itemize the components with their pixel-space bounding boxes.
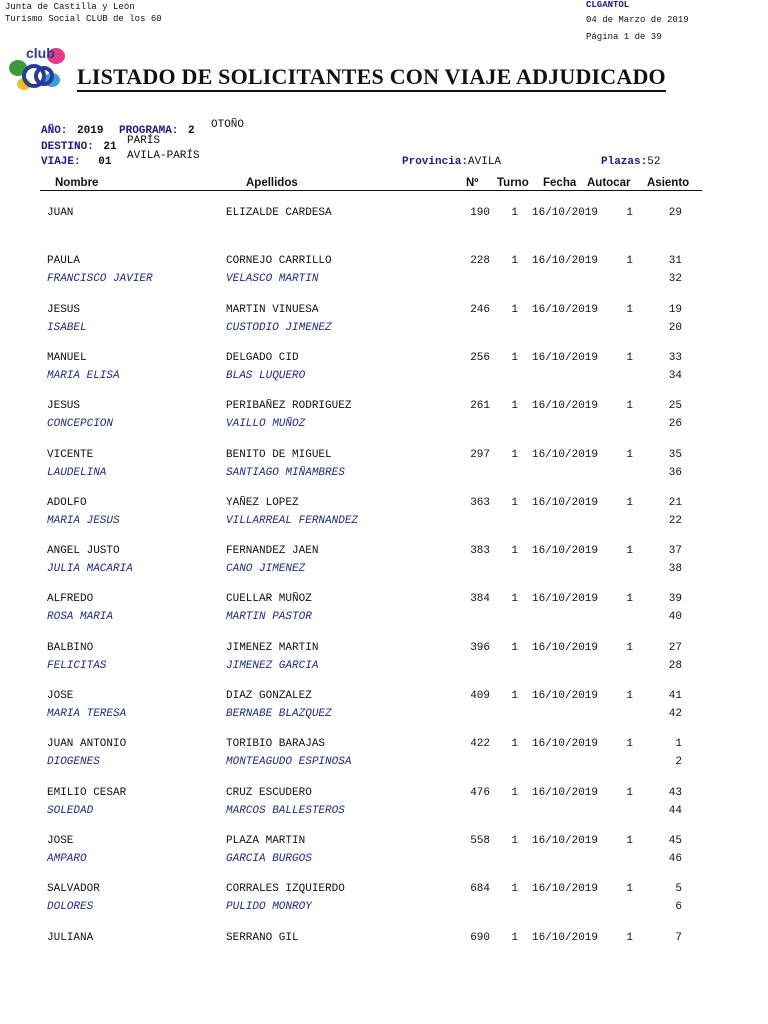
cell-numero: 256	[470, 351, 490, 364]
cell-nombre: ADOLFO	[47, 496, 87, 509]
cell-asiento: 1	[675, 738, 682, 751]
org-line-1: Junta de Castilla y León	[5, 2, 135, 12]
cell-turno: 1	[511, 786, 518, 799]
programa-name: OTOÑO	[211, 119, 245, 131]
cell-comp-apellidos: JIMENEZ GARCIA	[226, 659, 319, 672]
cell-comp-apellidos: PULIDO MONROY	[226, 901, 312, 914]
cell-turno: 1	[511, 303, 518, 316]
cell-nombre: JESUS	[47, 400, 81, 413]
cell-autocar: 1	[626, 545, 633, 558]
cell-autocar: 1	[626, 834, 633, 847]
cell-turno: 1	[511, 593, 518, 606]
cell-comp-asiento: 40	[668, 611, 682, 624]
cell-comp-nombre: DIOGENES	[47, 756, 100, 769]
cell-comp-apellidos: MONTEAGUDO ESPINOSA	[226, 756, 352, 769]
cell-comp-asiento: 28	[668, 659, 682, 672]
cell-comp-apellidos: CUSTODIO JIMENEZ	[226, 321, 332, 334]
cell-turno: 1	[511, 931, 518, 944]
cell-apellidos: SERRANO GIL	[226, 931, 299, 944]
cell-fecha: 16/10/2019	[532, 448, 599, 461]
cell-nombre: ANGEL JUSTO	[47, 545, 120, 558]
cell-autocar: 1	[626, 593, 633, 606]
cell-nombre: JUAN	[47, 207, 74, 219]
col-nombre: Nombre	[55, 177, 99, 189]
cell-numero: 228	[470, 255, 490, 268]
cell-turno: 1	[511, 690, 518, 702]
cell-comp-apellidos: BLAS LUQUERO	[226, 369, 306, 382]
cell-asiento: 7	[675, 931, 682, 944]
cell-autocar: 1	[626, 786, 633, 799]
cell-fecha: 16/10/2019	[532, 400, 599, 413]
cell-comp-apellidos: MARTIN PASTOR	[226, 611, 312, 624]
cell-turno: 1	[511, 207, 518, 219]
cell-fecha: 16/10/2019	[532, 883, 599, 896]
cell-asiento: 5	[675, 883, 682, 896]
cell-asiento: 33	[668, 351, 682, 364]
viaje-field	[41, 151, 111, 169]
report-date: 04 de Marzo de 2019	[586, 15, 689, 25]
cell-fecha: 16/10/2019	[532, 351, 599, 364]
cell-nombre: BALBINO	[47, 641, 94, 654]
cell-comp-apellidos: BERNABE BLAZQUEZ	[226, 708, 332, 720]
page-indicator: Página 1 de 39	[586, 32, 662, 42]
cell-comp-apellidos: SANTIAGO MIÑAMBRES	[226, 466, 345, 479]
cell-autocar: 1	[626, 496, 633, 509]
cell-apellidos: CRUZ ESCUDERO	[226, 786, 312, 799]
cell-comp-asiento: 26	[668, 418, 682, 431]
cell-comp-asiento: 46	[668, 852, 682, 865]
cell-comp-apellidos: VILLARREAL FERNANDEZ	[226, 514, 359, 527]
page-title: LISTADO DE SOLICITANTES CON VIAJE ADJUDICADO	[77, 64, 666, 92]
cell-asiento: 35	[668, 448, 682, 461]
cell-fecha: 16/10/2019	[532, 255, 599, 268]
cell-nombre: JUAN ANTONIO	[47, 738, 127, 751]
col-autocar: Autocar	[587, 177, 631, 189]
cell-comp-asiento: 32	[668, 273, 682, 286]
destino-label: DESTINO:	[41, 141, 94, 153]
cell-comp-asiento: 20	[668, 321, 682, 334]
cell-numero: 190	[470, 207, 490, 219]
cell-comp-nombre: FELICITAS	[47, 659, 107, 672]
viaje-name: AVILA-PARÍS	[127, 150, 200, 162]
cell-comp-nombre: MARIA ELISA	[47, 369, 120, 382]
cell-asiento: 21	[668, 496, 682, 509]
cell-nombre: JULIANA	[47, 931, 94, 944]
cell-autocar: 1	[626, 400, 633, 413]
col-numero: Nº	[466, 177, 479, 189]
cell-comp-asiento: 38	[668, 563, 682, 576]
cell-comp-apellidos: VELASCO MARTIN	[226, 273, 319, 286]
cell-numero: 383	[470, 545, 490, 558]
cell-asiento: 39	[668, 593, 682, 606]
cell-nombre: JOSE	[47, 834, 74, 847]
destino-name: PARÍS	[127, 135, 161, 147]
cell-comp-asiento: 36	[668, 466, 682, 479]
plazas-value: 52	[647, 156, 661, 168]
col-fecha: Fecha	[543, 177, 577, 189]
cell-turno: 1	[511, 496, 518, 509]
cell-fecha: 16/10/2019	[532, 207, 599, 219]
cell-fecha: 16/10/2019	[532, 690, 599, 702]
cell-comp-asiento: 2	[675, 756, 682, 769]
cell-asiento: 45	[668, 834, 682, 847]
cell-turno: 1	[511, 448, 518, 461]
cell-numero: 384	[470, 593, 490, 606]
cell-fecha: 16/10/2019	[532, 545, 599, 558]
cell-autocar: 1	[626, 931, 633, 944]
cell-autocar: 1	[626, 351, 633, 364]
cell-comp-apellidos: CANO JIMENEZ	[226, 563, 306, 576]
cell-fecha: 16/10/2019	[532, 786, 599, 799]
cell-comp-nombre: FRANCISCO JAVIER	[47, 273, 153, 286]
plazas-field	[601, 151, 660, 169]
cell-fecha: 16/10/2019	[532, 738, 599, 751]
cell-apellidos: PERIBAÑEZ RODRIGUEZ	[226, 400, 352, 413]
cell-autocar: 1	[626, 690, 633, 702]
header-rule	[40, 190, 702, 191]
cell-comp-nombre: SOLEDAD	[47, 804, 94, 817]
col-asiento: Asiento	[647, 177, 690, 189]
cell-apellidos: PLAZA MARTIN	[226, 834, 306, 847]
cell-comp-asiento: 42	[668, 708, 682, 720]
cell-autocar: 1	[626, 641, 633, 654]
cell-apellidos: CORRALES IZQUIERDO	[226, 883, 345, 896]
cell-nombre: JOSE	[47, 690, 74, 702]
cell-nombre: SALVADOR	[47, 883, 100, 896]
cell-apellidos: CUELLAR MUÑOZ	[226, 593, 312, 606]
cell-turno: 1	[511, 400, 518, 413]
cell-comp-nombre: MARIA JESUS	[47, 514, 120, 527]
viaje-value: 01	[98, 156, 112, 168]
cell-comp-nombre: LAUDELINA	[47, 466, 107, 479]
cell-fecha: 16/10/2019	[532, 496, 599, 509]
cell-comp-nombre: ISABEL	[47, 321, 87, 334]
cell-fecha: 16/10/2019	[532, 303, 599, 316]
cell-asiento: 27	[668, 641, 682, 654]
cell-apellidos: CORNEJO CARRILLO	[226, 255, 332, 268]
programa-value: 2	[188, 125, 195, 137]
cell-asiento: 43	[668, 786, 682, 799]
cell-comp-apellidos: VAILLO MUÑOZ	[226, 418, 306, 431]
cell-turno: 1	[511, 351, 518, 364]
cell-comp-asiento: 6	[675, 901, 682, 914]
cell-numero: 396	[470, 641, 490, 654]
viaje-label: VIAJE:	[41, 156, 81, 168]
cell-turno: 1	[511, 883, 518, 896]
destino-value: 21	[103, 141, 117, 153]
provincia-label: Provincia:	[402, 156, 469, 168]
cell-numero: 558	[470, 834, 490, 847]
cell-comp-nombre: DOLORES	[47, 901, 94, 914]
cell-numero: 261	[470, 400, 490, 413]
cell-comp-nombre: ROSA MARIA	[47, 611, 114, 624]
cell-comp-nombre: MARIA TERESA	[47, 708, 127, 720]
cell-comp-asiento: 34	[668, 369, 682, 382]
col-apellidos: Apellidos	[246, 177, 298, 189]
cell-autocar: 1	[626, 883, 633, 896]
cell-turno: 1	[511, 834, 518, 847]
cell-nombre: EMILIO CESAR	[47, 786, 127, 799]
cell-apellidos: ELIZALDE CARDESA	[226, 207, 332, 219]
cell-comp-nombre: JULIA MACARIA	[47, 563, 133, 576]
cell-autocar: 1	[626, 255, 633, 268]
cell-comp-apellidos: GARCIA BURGOS	[226, 852, 312, 865]
cell-asiento: 41	[668, 690, 682, 702]
cell-nombre: PAULA	[47, 255, 81, 268]
club-60-logo	[6, 38, 70, 92]
org-line-2: Turismo Social CLUB de los 60	[5, 14, 162, 24]
cell-nombre: ALFREDO	[47, 593, 94, 606]
cell-apellidos: DELGADO CID	[226, 351, 299, 364]
cell-turno: 1	[511, 641, 518, 654]
cell-asiento: 29	[668, 207, 682, 219]
cell-apellidos: FERNANDEZ JAEN	[226, 545, 319, 558]
cell-apellidos: JIMENEZ MARTIN	[226, 641, 319, 654]
cell-comp-apellidos: MARCOS BALLESTEROS	[226, 804, 345, 817]
cell-apellidos: TORIBIO BARAJAS	[226, 738, 326, 751]
cell-numero: 409	[470, 690, 490, 702]
cell-asiento: 19	[668, 303, 682, 316]
cell-asiento: 37	[668, 545, 682, 558]
cell-turno: 1	[511, 255, 518, 268]
cell-asiento: 31	[668, 255, 682, 268]
cell-numero: 246	[470, 303, 490, 316]
anio-label: AÑO:	[41, 125, 68, 137]
cell-comp-asiento: 22	[668, 514, 682, 527]
cell-numero: 297	[470, 448, 490, 461]
cell-autocar: 1	[626, 207, 633, 219]
cell-apellidos: DIAZ GONZALEZ	[226, 690, 312, 702]
provincia-field	[402, 151, 501, 169]
cell-numero: 476	[470, 786, 490, 799]
programa-label: PROGRAMA:	[119, 125, 179, 137]
cell-fecha: 16/10/2019	[532, 834, 599, 847]
cell-apellidos: BENITO DE MIGUEL	[226, 448, 332, 461]
cell-numero: 684	[470, 883, 490, 896]
cell-numero: 690	[470, 931, 490, 944]
cell-fecha: 16/10/2019	[532, 931, 599, 944]
cell-autocar: 1	[626, 303, 633, 316]
anio-value: 2019	[77, 125, 104, 137]
logo-text: club	[26, 45, 55, 61]
cell-comp-nombre: CONCEPCION	[47, 418, 114, 431]
cell-autocar: 1	[626, 448, 633, 461]
cell-comp-asiento: 44	[668, 804, 682, 817]
cell-apellidos: MARTIN VINUESA	[226, 303, 319, 316]
cell-nombre: VICENTE	[47, 448, 94, 461]
cell-autocar: 1	[626, 738, 633, 751]
provincia-value: AVILA	[468, 156, 502, 168]
cell-fecha: 16/10/2019	[532, 641, 599, 654]
cell-turno: 1	[511, 738, 518, 751]
cell-fecha: 16/10/2019	[532, 593, 599, 606]
cell-nombre: JESUS	[47, 303, 81, 316]
cell-numero: 363	[470, 496, 490, 509]
col-turno: Turno	[497, 177, 529, 189]
cell-asiento: 25	[668, 400, 682, 413]
cell-turno: 1	[511, 545, 518, 558]
cell-nombre: MANUEL	[47, 351, 87, 364]
report-code: CLGANTOL	[586, 0, 630, 10]
plazas-label: Plazas:	[601, 156, 648, 168]
cell-apellidos: YAÑEZ LOPEZ	[226, 496, 299, 509]
cell-comp-nombre: AMPARO	[47, 852, 87, 865]
cell-numero: 422	[470, 738, 490, 751]
